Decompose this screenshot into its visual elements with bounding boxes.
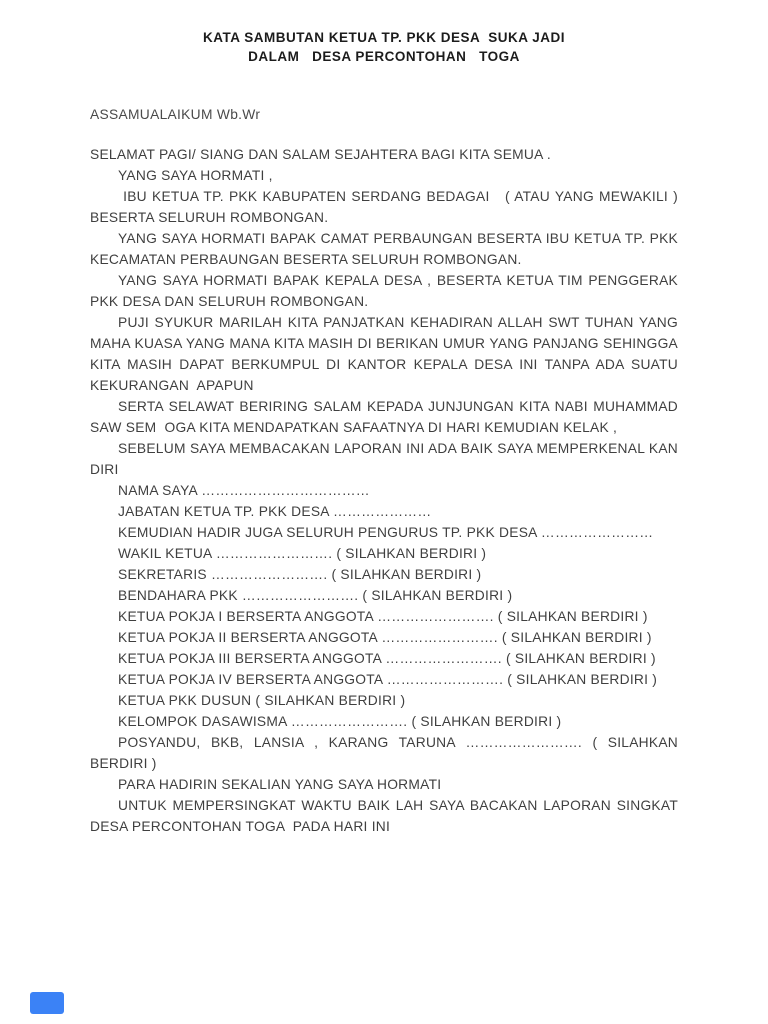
paragraph: YANG SAYA HORMATI BAPAK KEPALA DESA , BESERTA KETUA TIM PENGGERAK PKK DESA DAN SELURUH ROMBONGAN. bbox=[90, 273, 683, 309]
paragraph: POSYANDU, BKB, LANSIA , KARANG TARUNA ……………………. ( SILAHKAN BERDIRI ) bbox=[90, 735, 683, 771]
paragraph: SEKRETARIS ……………………. ( SILAHKAN BERDIRI ) bbox=[118, 567, 482, 582]
paragraph: KETUA POKJA IV BERSERTA ANGGOTA ……………………. ( SILAHKAN BERDIRI ) bbox=[118, 672, 658, 687]
paragraph: KETUA POKJA I BERSERTA ANGGOTA ……………………. ( SILAHKAN BERDIRI ) bbox=[118, 609, 648, 624]
paragraph: KEMUDIAN HADIR JUGA SELURUH PENGURUS TP. PKK DESA …………………… bbox=[118, 525, 654, 540]
paragraph: SEBELUM SAYA MEMBACAKAN LAPORAN INI ADA BAIK SAYA MEMPERKENAL KAN DIRI bbox=[90, 441, 683, 477]
paragraph: SELAMAT PAGI/ SIANG DAN SALAM SEJAHTERA BAGI KITA SEMUA . bbox=[90, 147, 551, 162]
paragraph: KETUA PKK DUSUN ( SILAHKAN BERDIRI ) bbox=[118, 693, 406, 708]
corner-logo-badge bbox=[30, 992, 64, 1014]
document-title bbox=[90, 28, 678, 66]
paragraph: WAKIL KETUA ……………………. ( SILAHKAN BERDIRI ) bbox=[118, 546, 487, 561]
greeting-text: ASSAMUALAIKUM Wb.Wr bbox=[90, 107, 261, 122]
paragraph: NAMA SAYA ……………………………… bbox=[118, 483, 370, 498]
paragraph: KETUA POKJA II BERSERTA ANGGOTA ……………………. ( SILAHKAN BERDIRI ) bbox=[118, 630, 652, 645]
paragraph: YANG SAYA HORMATI BAPAK CAMAT PERBAUNGAN BESERTA IBU KETUA TP. PKK KECAMATAN PERBAUNGAN BESERTA SELURUH ROMBONGAN. bbox=[90, 231, 683, 267]
paragraph: SERTA SELAWAT BERIRING SALAM KEPADA JUNJUNGAN KITA NABI MUHAMMAD SAW SEM OGA KITA MENDAPATKAN SAFAATNYA DI HARI KEMUDIAN KELAK , bbox=[90, 399, 683, 435]
title-line-1: KATA SAMBUTAN KETUA TP. PKK DESA SUKA JADI bbox=[202, 30, 565, 45]
document-content bbox=[90, 28, 683, 837]
paragraph: PARA HADIRIN SEKALIAN YANG SAYA HORMATI bbox=[118, 777, 442, 792]
paragraph: UNTUK MEMPERSINGKAT WAKTU BAIK LAH SAYA BACAKAN LAPORAN SINGKAT DESA PERCONTOHAN TOGA PADA HARI INI bbox=[90, 798, 683, 834]
document-body bbox=[90, 144, 683, 837]
title-line-2: DALAM DESA PERCONTOHAN TOGA bbox=[248, 49, 520, 64]
paragraph: KETUA POKJA III BERSERTA ANGGOTA ……………………. ( SILAHKAN BERDIRI ) bbox=[118, 651, 656, 666]
paragraph: YANG SAYA HORMATI , bbox=[118, 168, 273, 183]
paragraph: BENDAHARA PKK ……………………. ( SILAHKAN BERDIRI ) bbox=[118, 588, 513, 603]
paragraph: JABATAN KETUA TP. PKK DESA ………………… bbox=[118, 504, 432, 519]
paragraph: KELOMPOK DASAWISMA ……………………. ( SILAHKAN BERDIRI ) bbox=[118, 714, 562, 729]
paragraph: PUJI SYUKUR MARILAH KITA PANJATKAN KEHADIRAN ALLAH SWT TUHAN YANG MAHA KUASA YANG MANA KITA MASIH DI BERIKAN UMUR YANG PANJANG SEHINGGA KITA MASIH DAPAT BERKUMPUL DI KANTOR KEPALA DESA INI TANPA ADA SUATU KEKURANGAN APAPUN bbox=[90, 315, 683, 393]
paragraph: IBU KETUA TP. PKK KABUPATEN SERDANG BEDAGAI ( ATAU YANG MEWAKILI ) BESERTA SELURUH ROMBONGAN. bbox=[90, 189, 683, 225]
